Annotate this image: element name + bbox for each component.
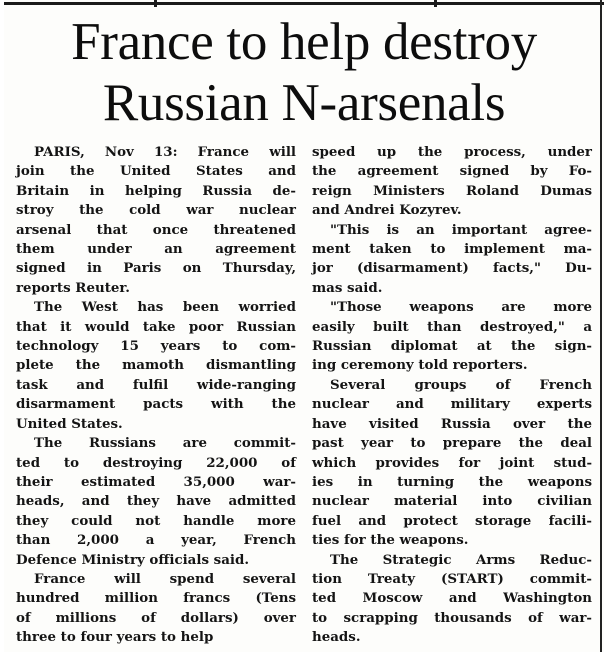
text-line: their estimated 35,000 war- xyxy=(16,473,296,490)
text-line: the agreement signed by Fo- xyxy=(312,163,592,180)
text-line: The Strategic Arms Reduc- xyxy=(330,551,592,568)
column-left xyxy=(16,143,296,648)
paragraph xyxy=(312,221,592,299)
text-line: Several groups of French xyxy=(330,376,592,393)
text-line: Russian diplomat at the sign- xyxy=(312,338,592,355)
newspaper-clipping xyxy=(4,0,604,652)
text-line: disarmament pacts with the xyxy=(16,396,296,413)
text-line: The Russians are commit- xyxy=(34,435,296,452)
paragraph xyxy=(16,298,296,434)
top-border-tick xyxy=(434,0,437,7)
text-line: than 2,000 a year, French xyxy=(16,532,296,549)
text-line: nuclear and military experts xyxy=(312,396,592,413)
text-line: France will spend several xyxy=(34,570,296,587)
text-line: ted to destroying 22,000 of xyxy=(16,454,296,471)
text-line: ing ceremony told reporters. xyxy=(312,357,528,374)
text-line: heads. xyxy=(312,629,361,646)
text-line: The West has been worried xyxy=(34,299,296,316)
text-line: past year to prepare the deal xyxy=(312,435,592,452)
top-border-tick xyxy=(154,0,157,7)
paragraph xyxy=(312,143,592,221)
headline-line-1: France to help destroy xyxy=(71,13,537,71)
top-border-rule xyxy=(4,2,604,5)
text-line: and Andrei Kozyrev. xyxy=(312,202,462,219)
text-line: mas said. xyxy=(312,279,383,296)
text-line: nuclear material into civilian xyxy=(312,493,592,510)
headline xyxy=(14,12,594,134)
paragraph xyxy=(16,570,296,648)
text-line: hundred million francs (Tens xyxy=(16,590,296,607)
paragraph xyxy=(312,376,592,551)
text-line: to scrapping thousands of war- xyxy=(312,609,592,626)
text-line: reports Reuter. xyxy=(16,279,130,296)
text-line: "This is an important agree- xyxy=(330,221,592,238)
text-line: join the United States and xyxy=(16,163,296,180)
text-line: stroy the cold war nuclear xyxy=(16,202,296,219)
text-line: ies in turning the weapons xyxy=(312,473,592,490)
text-line: three to four years to help xyxy=(16,629,214,646)
paragraph xyxy=(312,298,592,376)
paragraph xyxy=(312,551,592,648)
text-line: signed in Paris on Thursday, xyxy=(16,260,296,277)
text-line: that it would take poor Russian xyxy=(16,318,296,335)
text-line: Britain in helping Russia de- xyxy=(16,182,296,199)
text-line: plete the mamoth dismantling xyxy=(16,357,296,374)
text-line: of millions of dollars) over xyxy=(16,609,296,626)
text-line: have visited Russia over the xyxy=(312,415,592,432)
text-line: PARIS, Nov 13: France will xyxy=(34,144,296,160)
text-line: fuel and protect storage facili- xyxy=(312,512,592,529)
paragraph xyxy=(16,143,296,298)
text-line: reign Ministers Roland Dumas xyxy=(312,182,592,199)
text-line: United States. xyxy=(16,415,123,432)
text-line: ties for the weapons. xyxy=(312,532,469,549)
right-border-rule xyxy=(600,0,602,652)
text-line: "Those weapons are more xyxy=(330,299,592,316)
text-line: arsenal that once threatened xyxy=(16,221,296,238)
text-line: jor (disarmament) facts," Du- xyxy=(312,260,592,277)
text-line: them under an agreement xyxy=(16,241,296,258)
text-line: they could not handle more xyxy=(16,512,296,529)
headline-line-2: Russian N-arsenals xyxy=(102,74,506,132)
text-line: tion Treaty (START) commit- xyxy=(312,570,592,587)
article-body xyxy=(16,143,592,648)
text-line: speed up the process, under xyxy=(312,144,592,160)
text-line: task and fulfil wide-ranging xyxy=(16,376,296,393)
text-line: which provides for joint stud- xyxy=(312,454,592,471)
text-line: ted Moscow and Washington xyxy=(312,590,592,607)
text-line: heads, and they have admitted xyxy=(16,493,296,510)
text-line: ment taken to implement ma- xyxy=(312,241,592,258)
paragraph xyxy=(16,434,296,570)
column-right xyxy=(312,143,592,648)
text-line: technology 15 years to com- xyxy=(16,338,296,355)
text-line: easily built than destroyed," a xyxy=(312,318,592,335)
text-line: Defence Ministry officials said. xyxy=(16,551,249,568)
